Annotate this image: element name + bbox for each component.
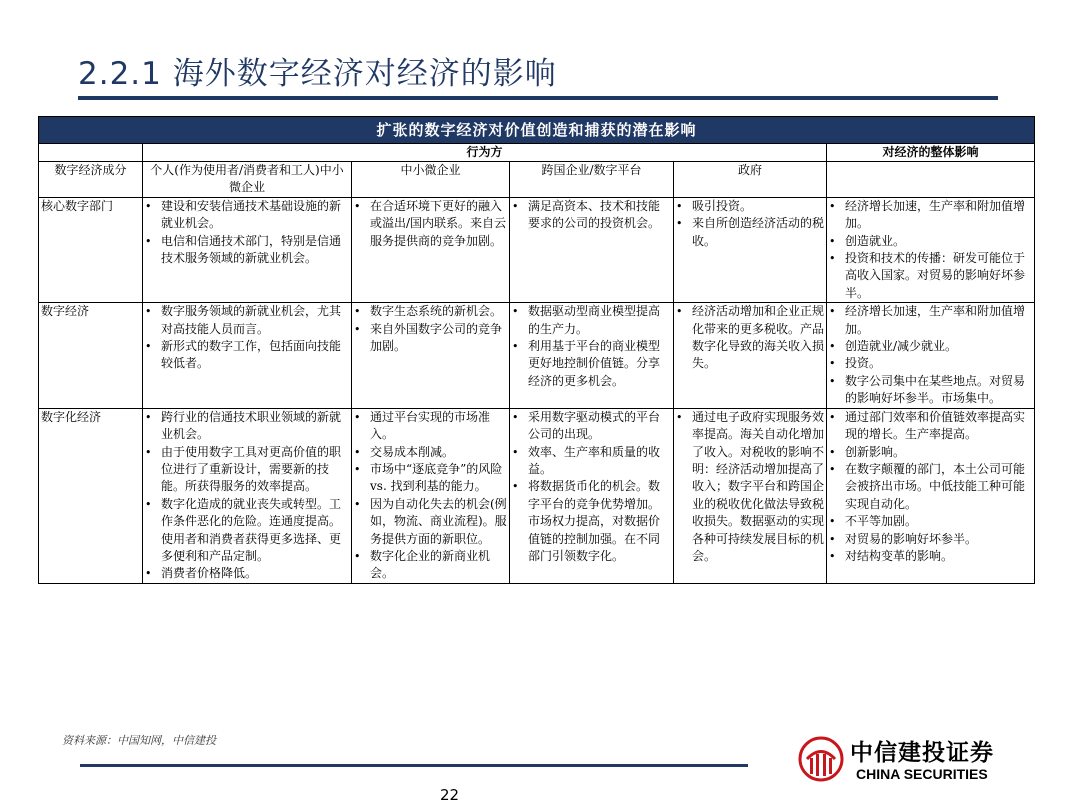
bullet-item: • 交易成本削减。 [370,444,507,461]
bullet-item: • 对贸易的影响好坏参半。 [845,531,1032,548]
table-row [39,303,1035,408]
bullet-item: • 消费者价格降低。 [161,565,349,582]
bullet-item: • 吸引投资。 [692,198,824,215]
column-header: 跨国企业/数字平台 [510,162,674,198]
impact-table [38,116,1035,584]
bullet-item: • 市场中“逐底竞争”的风险vs. 找到利基的能力。 [370,461,507,496]
table-cell [827,408,1035,583]
bullet-item: • 数字化企业的新商业机会。 [370,548,507,583]
bullet-item: • 数字服务领域的新就业机会，尤其对高技能人员而言。 [161,303,349,338]
bullet-item: • 来自外国数字公司的竞争加剧。 [370,321,507,356]
row-label: 数字经济 [39,303,143,408]
bullet-item: • 数字公司集中在某些地点。对贸易的影响好坏参半。市场集中。 [845,373,1032,408]
bullet-item: • 在合适环境下更好的融入或溢出/国内联系。来自云服务提供商的竞争加剧。 [370,198,507,250]
china-securities-logo-icon [798,736,844,782]
page-number: 22 [440,786,460,804]
bullet-list [676,303,824,373]
bullet-item: • 电信和信通技术部门，特别是信通技术服务领域的新就业机会。 [161,233,349,268]
table-body [39,197,1035,583]
bullet-item: • 投资和技术的传播：研发可能位于高收入国家。对贸易的影响好坏参半。 [845,250,1032,302]
table-cell [143,197,352,302]
row-label: 核心数字部门 [39,197,143,302]
bullet-item: • 效率、生产率和质量的收益。 [528,444,671,479]
column-header: 个人(作为使用者/消费者和工人)中小微企业 [143,162,352,198]
column-header: 政府 [674,162,827,198]
row-label: 数字化经济 [39,408,143,583]
table-cell [510,408,674,583]
bullet-item: • 对结构变革的影响。 [845,548,1032,565]
page-title: 2.2.1 海外数字经济对经济的影响 [78,56,557,92]
bullet-item: • 通过部门效率和价值链效率提高实现的增长。生产率提高。 [845,409,1032,444]
blank-cell [827,162,1035,198]
bullet-list [145,198,349,268]
bullet-item: • 建设和安装信通技术基础设施的新就业机会。 [161,198,349,233]
source-note: 资料来源：中国知网，中信建投 [62,734,216,747]
bullet-list [354,303,507,355]
bullet-item: • 由于使用数字工具对更高价值的职位进行了重新设计，需要新的技能。所获得服务的效率提高。 [161,444,349,496]
table-cell [827,197,1035,302]
bullet-item: • 经济增长加速，生产率和附加值增加。 [845,198,1032,233]
bullet-list [829,198,1032,302]
bullet-item: • 跨行业的信通技术职业领域的新就业机会。 [161,409,349,444]
bullet-list [512,198,671,233]
bullet-list [145,303,349,373]
table-cell [352,197,510,302]
table-cell [352,408,510,583]
actors-header: 行为方 [143,144,827,162]
bullet-item: • 创造就业。 [845,233,1032,250]
logo-chinese-name: 中信建投证券 [850,740,994,766]
blank-cell [39,144,143,162]
column-header: 中小微企业 [352,162,510,198]
bullet-item: • 新形式的数字工作，包括面向技能较低者。 [161,338,349,373]
table-cell [143,303,352,408]
bullet-item: • 因为自动化失去的机会(例如，物流、商业流程)。服务提供方面的新职位。 [370,496,507,548]
bullet-list [145,409,349,583]
bullet-item: • 通过平台实现的市场准入。 [370,409,507,444]
title-divider [78,96,998,100]
bullet-item: • 不平等加剧。 [845,513,1032,530]
bullet-list [676,409,824,566]
overall-header: 对经济的整体影响 [827,144,1035,162]
bullet-item: • 创造就业/减少就业。 [845,338,1032,355]
bullet-item: • 投资。 [845,355,1032,372]
component-header: 数字经济成分 [39,162,143,198]
footer-divider [80,764,748,767]
logo-english-name: CHINA SECURITIES [856,766,988,782]
bullet-item: • 经济活动增加和企业正规化带来的更多税收。产品数字化导致的海关收入损失。 [692,303,824,373]
table-cell [143,408,352,583]
bullet-list [676,198,824,250]
bullet-list [829,303,1032,407]
bullet-item: • 经济增长加速，生产率和附加值增加。 [845,303,1032,338]
table-cell [674,408,827,583]
bullet-item: • 通过电子政府实现服务效率提高。海关自动化增加了收入。对税收的影响不明：经济活动增加提高了收入；数字平台和跨国企业的税收优化做法导致税收损失。数据驱动的实现各种可持续发展目标的机会。 [692,409,824,566]
table-row [39,408,1035,583]
bullet-item: • 数字生态系统的新机会。 [370,303,507,320]
bullet-item: • 来自所创造经济活动的税收。 [692,215,824,250]
table-cell [674,197,827,302]
table-row [39,197,1035,302]
bullet-item: • 利用基于平台的商业模型更好地控制价值链。分享经济的更多机会。 [528,338,671,390]
table-cell [510,303,674,408]
bullet-item: • 满足高资本、技术和技能要求的公司的投资机会。 [528,198,671,233]
table-cell [352,303,510,408]
bullet-item: • 创新影响。 [845,444,1032,461]
table-title: 扩张的数字经济对价值创造和捕获的潜在影响 [39,117,1035,144]
bullet-item: • 数字化造成的就业丧失或转型。工作条件恶化的危险。连通度提高。使用者和消费者获得更多选择、更多便利和产品定制。 [161,496,349,566]
bullet-list [354,198,507,250]
table-cell [510,197,674,302]
table-cell [674,303,827,408]
bullet-list [354,409,507,583]
bullet-item: • 采用数字驱动模式的平台公司的出现。 [528,409,671,444]
bullet-item: • 将数据货币化的机会。数字平台的竞争优势增加。市场权力提高，对数据价值链的控制加强。在不同部门引领数字化。 [528,478,671,565]
bullet-list [512,409,671,566]
bullet-item: • 在数字颠覆的部门，本土公司可能会被挤出市场。中低技能工种可能实现自动化。 [845,461,1032,513]
bullet-item: • 数据驱动型商业模型提高的生产力。 [528,303,671,338]
table-cell [827,303,1035,408]
bullet-list [829,409,1032,566]
bullet-list [512,303,671,390]
company-logo [798,732,1018,788]
